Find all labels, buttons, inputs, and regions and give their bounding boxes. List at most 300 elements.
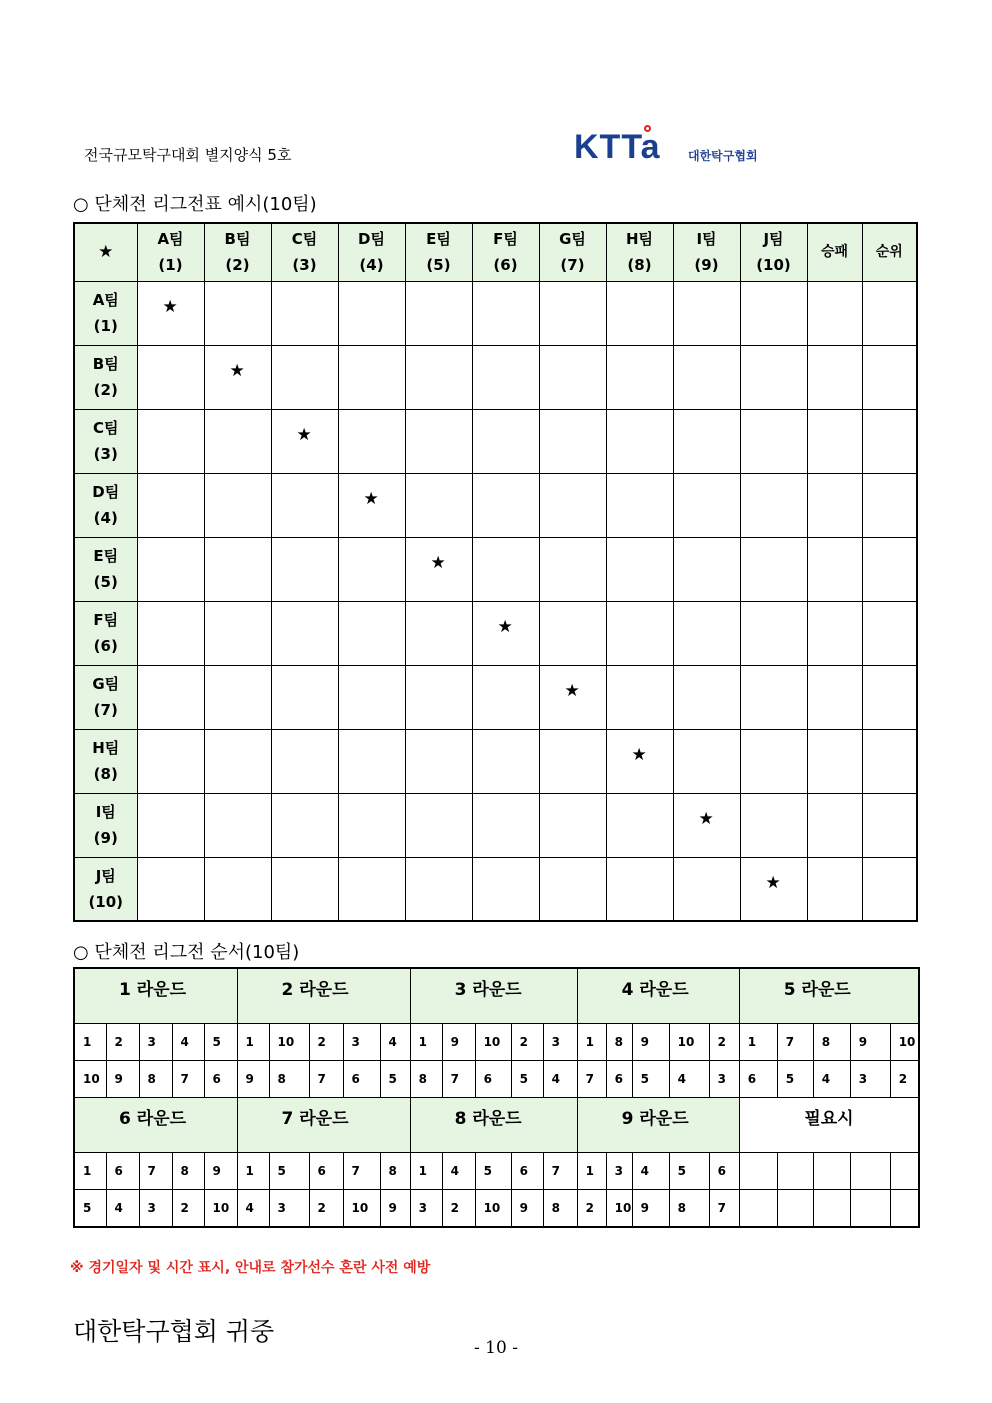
diagonal-star-icon: ★ (137, 281, 204, 345)
row-header-team (74, 793, 137, 857)
column-header-team (271, 223, 338, 281)
match-slot: 7 (309, 1061, 343, 1098)
match-slot: 3 (343, 1024, 380, 1061)
match-slot: 3 (269, 1190, 309, 1228)
result-cell (271, 345, 338, 409)
result-cell (606, 857, 673, 921)
diagonal-star-icon: ★ (606, 729, 673, 793)
winloss-cell (807, 409, 862, 473)
match-slot: 1 (237, 1024, 269, 1061)
result-cell (271, 665, 338, 729)
row-header-team (74, 537, 137, 601)
match-slot: 9 (632, 1024, 669, 1061)
section1-title: ○ 단체전 리그전표 예시(10팀) (73, 194, 317, 215)
result-cell (673, 601, 740, 665)
result-cell (606, 537, 673, 601)
winloss-cell (807, 281, 862, 345)
diagonal-star-icon: ★ (338, 473, 405, 537)
result-cell (405, 601, 472, 665)
result-cell (271, 793, 338, 857)
column-team-name: E팀 (426, 230, 451, 249)
corner-star-icon: ★ (74, 223, 137, 281)
column-header-team (606, 223, 673, 281)
result-cell (338, 345, 405, 409)
rank-cell (862, 537, 917, 601)
diagonal-star-icon: ★ (539, 665, 606, 729)
result-cell (204, 281, 271, 345)
match-slot: 10 (475, 1190, 511, 1228)
match-slot: 2 (309, 1190, 343, 1228)
row-header-team (74, 857, 137, 921)
column-team-name: F팀 (493, 230, 518, 249)
match-slot: 8 (139, 1061, 172, 1098)
result-cell (740, 537, 807, 601)
match-slot (890, 1190, 919, 1228)
result-cell (204, 665, 271, 729)
result-cell (204, 857, 271, 921)
match-slot: 1 (74, 1024, 106, 1061)
result-cell (472, 345, 539, 409)
match-slot: 4 (543, 1061, 577, 1098)
match-slot: 6 (511, 1153, 543, 1190)
match-slot (813, 1190, 850, 1228)
match-slot: 5 (269, 1153, 309, 1190)
notice-text: ※ 경기일자 및 시간 표시, 안내로 참가선수 혼란 사전 예방 (70, 1260, 431, 1276)
winloss-cell (807, 665, 862, 729)
row-team-number: (6) (93, 637, 118, 655)
match-slot: 9 (380, 1190, 410, 1228)
result-cell (606, 281, 673, 345)
rank-cell (862, 857, 917, 921)
column-header-team (405, 223, 472, 281)
result-cell (137, 729, 204, 793)
result-cell (539, 729, 606, 793)
result-cell (405, 793, 472, 857)
match-slot (777, 1153, 813, 1190)
rank-cell (862, 409, 917, 473)
match-slot: 3 (709, 1061, 739, 1098)
row-team-number: (10) (88, 892, 124, 911)
column-header-winloss: 승패 (807, 223, 862, 281)
column-team-name: A팀 (157, 230, 184, 249)
match-slot: 2 (577, 1190, 606, 1228)
result-cell (539, 409, 606, 473)
rank-cell (862, 793, 917, 857)
match-slot: 8 (269, 1061, 309, 1098)
result-cell (740, 473, 807, 537)
match-slot: 7 (343, 1153, 380, 1190)
match-slot: 10 (669, 1024, 709, 1061)
result-cell (539, 473, 606, 537)
row-team-name: G팀 (92, 675, 120, 693)
match-slot: 9 (442, 1024, 475, 1061)
result-cell (740, 409, 807, 473)
column-team-number: (6) (493, 256, 518, 275)
match-slot: 8 (543, 1190, 577, 1228)
match-slot: 5 (380, 1061, 410, 1098)
column-team-name: D팀 (358, 230, 385, 249)
match-slot: 1 (577, 1153, 606, 1190)
match-slot: 4 (669, 1061, 709, 1098)
round-header: 5 라운드 (739, 968, 919, 1024)
round-header: 7 라운드 (237, 1098, 410, 1153)
result-cell (472, 537, 539, 601)
result-cell (539, 601, 606, 665)
match-slot: 2 (106, 1024, 139, 1061)
result-cell (137, 793, 204, 857)
match-slot: 6 (709, 1153, 739, 1190)
result-cell (338, 793, 405, 857)
column-team-number: (8) (627, 256, 652, 275)
match-slot: 4 (442, 1153, 475, 1190)
column-header-team (740, 223, 807, 281)
column-team-number: (4) (359, 256, 384, 275)
match-slot: 8 (669, 1190, 709, 1228)
column-header-team (338, 223, 405, 281)
result-cell (204, 409, 271, 473)
as-needed-header: 필요시 (739, 1098, 919, 1153)
result-cell (472, 857, 539, 921)
result-cell (673, 729, 740, 793)
match-slot: 6 (739, 1061, 777, 1098)
result-cell (271, 601, 338, 665)
page-number: - 10 - (474, 1338, 518, 1358)
match-slot: 6 (475, 1061, 511, 1098)
match-slot: 6 (309, 1153, 343, 1190)
match-slot: 3 (139, 1024, 172, 1061)
result-cell (606, 665, 673, 729)
diagonal-star-icon: ★ (405, 537, 472, 601)
match-slot: 7 (442, 1061, 475, 1098)
match-slot: 1 (74, 1153, 106, 1190)
result-cell (204, 537, 271, 601)
result-cell (740, 601, 807, 665)
match-slot: 9 (511, 1190, 543, 1228)
column-header-team (539, 223, 606, 281)
match-slot (813, 1153, 850, 1190)
match-slot: 9 (237, 1061, 269, 1098)
match-slot (850, 1153, 890, 1190)
row-header-team (74, 409, 137, 473)
match-slot: 8 (410, 1061, 442, 1098)
column-team-name: C팀 (291, 230, 318, 249)
result-cell (137, 857, 204, 921)
rank-cell (862, 729, 917, 793)
match-slot: 8 (172, 1153, 204, 1190)
result-cell (472, 665, 539, 729)
match-slot: 7 (172, 1061, 204, 1098)
result-cell (673, 857, 740, 921)
match-slot: 3 (139, 1190, 172, 1228)
match-slot: 2 (511, 1024, 543, 1061)
result-cell (204, 601, 271, 665)
result-cell (740, 793, 807, 857)
match-slot: 8 (813, 1024, 850, 1061)
match-slot: 7 (709, 1190, 739, 1228)
logo-mark: KTTa (574, 128, 661, 166)
match-slot: 3 (410, 1190, 442, 1228)
winloss-cell (807, 793, 862, 857)
document-label: 전국규모탁구대회 별지양식 5호 (84, 146, 292, 164)
result-cell (405, 345, 472, 409)
match-slot: 1 (577, 1024, 606, 1061)
result-cell (673, 537, 740, 601)
result-cell (271, 281, 338, 345)
result-cell (137, 537, 204, 601)
winloss-cell (807, 729, 862, 793)
row-team-name: I팀 (95, 803, 116, 821)
result-cell (137, 345, 204, 409)
result-cell (405, 729, 472, 793)
signature: 대한탁구협회 귀중 (73, 1317, 275, 1346)
result-cell (137, 665, 204, 729)
result-cell (539, 281, 606, 345)
match-slot: 1 (410, 1024, 442, 1061)
match-slot: 1 (410, 1153, 442, 1190)
match-slot (890, 1153, 919, 1190)
row-header-team (74, 473, 137, 537)
match-slot: 2 (172, 1190, 204, 1228)
match-slot: 2 (890, 1061, 919, 1098)
match-slot: 7 (543, 1153, 577, 1190)
match-slot: 1 (237, 1153, 269, 1190)
ktta-logo (574, 128, 774, 168)
match-slot: 4 (380, 1024, 410, 1061)
result-cell (338, 281, 405, 345)
match-slot: 5 (777, 1061, 813, 1098)
result-cell (405, 409, 472, 473)
result-cell (405, 665, 472, 729)
result-cell (271, 537, 338, 601)
column-team-name: J팀 (763, 230, 784, 249)
rank-cell (862, 601, 917, 665)
round-header: 1 라운드 (74, 968, 237, 1024)
match-slot: 7 (777, 1024, 813, 1061)
match-slot: 4 (172, 1024, 204, 1061)
result-cell (271, 857, 338, 921)
match-slot: 3 (850, 1061, 890, 1098)
match-slot: 10 (890, 1024, 919, 1061)
round-header: 6 라운드 (74, 1098, 237, 1153)
match-slot: 6 (106, 1153, 139, 1190)
row-header-team (74, 601, 137, 665)
match-slot: 10 (269, 1024, 309, 1061)
winloss-cell (807, 537, 862, 601)
column-team-number: (10) (756, 256, 791, 275)
row-team-name: F팀 (93, 611, 119, 629)
match-slot: 9 (850, 1024, 890, 1061)
match-slot: 6 (204, 1061, 237, 1098)
column-header-team (137, 223, 204, 281)
result-cell (539, 537, 606, 601)
result-cell (204, 473, 271, 537)
match-slot: 9 (106, 1061, 139, 1098)
column-team-number: (5) (426, 256, 451, 275)
match-slot: 3 (543, 1024, 577, 1061)
row-team-name: C팀 (93, 419, 119, 437)
column-header-team (673, 223, 740, 281)
row-team-name: A팀 (92, 291, 119, 309)
logo-dot-icon (644, 125, 651, 132)
order-table (73, 967, 920, 1228)
rank-cell (862, 665, 917, 729)
result-cell (472, 409, 539, 473)
result-cell (740, 665, 807, 729)
diagonal-star-icon: ★ (673, 793, 740, 857)
match-slot: 5 (74, 1190, 106, 1228)
row-team-number: (7) (93, 701, 118, 719)
result-cell (673, 281, 740, 345)
winloss-cell (807, 857, 862, 921)
match-slot: 4 (813, 1061, 850, 1098)
match-slot: 2 (309, 1024, 343, 1061)
diagonal-star-icon: ★ (472, 601, 539, 665)
match-slot: 1 (739, 1024, 777, 1061)
result-cell (338, 729, 405, 793)
round-header: 2 라운드 (237, 968, 410, 1024)
round-header: 8 라운드 (410, 1098, 577, 1153)
match-slot: 5 (511, 1061, 543, 1098)
result-cell (606, 345, 673, 409)
match-slot: 7 (139, 1153, 172, 1190)
row-header-team (74, 345, 137, 409)
league-table (73, 222, 918, 922)
row-team-number: (8) (93, 765, 118, 783)
row-header-team (74, 665, 137, 729)
result-cell (338, 857, 405, 921)
result-cell (673, 409, 740, 473)
column-team-number: (2) (225, 256, 250, 275)
diagonal-star-icon: ★ (740, 857, 807, 921)
column-team-number: (3) (292, 256, 317, 275)
result-cell (204, 793, 271, 857)
column-team-name: H팀 (625, 230, 654, 249)
match-slot: 5 (669, 1153, 709, 1190)
row-team-name: E팀 (93, 547, 119, 565)
diagonal-star-icon: ★ (204, 345, 271, 409)
column-team-name: I팀 (696, 230, 717, 249)
match-slot: 9 (204, 1153, 237, 1190)
result-cell (673, 345, 740, 409)
result-cell (740, 729, 807, 793)
result-cell (405, 473, 472, 537)
row-team-name: D팀 (92, 483, 120, 501)
winloss-cell (807, 345, 862, 409)
logo-org-name: 대한탁구협회 (688, 149, 758, 163)
row-team-number: (2) (93, 381, 118, 399)
row-team-number: (3) (93, 445, 118, 463)
match-slot: 5 (632, 1061, 669, 1098)
match-slot: 10 (74, 1061, 106, 1098)
result-cell (271, 729, 338, 793)
match-slot: 10 (204, 1190, 237, 1228)
match-slot: 3 (606, 1153, 632, 1190)
result-cell (137, 601, 204, 665)
rank-cell (862, 345, 917, 409)
column-header-team (204, 223, 271, 281)
result-cell (137, 409, 204, 473)
match-slot (777, 1190, 813, 1228)
match-slot: 9 (632, 1190, 669, 1228)
round-header: 3 라운드 (410, 968, 577, 1024)
diagonal-star-icon: ★ (271, 409, 338, 473)
column-header-team (472, 223, 539, 281)
match-slot (739, 1153, 777, 1190)
match-slot: 5 (204, 1024, 237, 1061)
match-slot: 6 (343, 1061, 380, 1098)
result-cell (740, 345, 807, 409)
match-slot: 4 (106, 1190, 139, 1228)
result-cell (472, 473, 539, 537)
column-team-number: (7) (560, 256, 585, 275)
column-header-rank: 순위 (862, 223, 917, 281)
result-cell (338, 665, 405, 729)
section2-title: ○ 단체전 리그전 순서(10팀) (73, 942, 300, 963)
rank-cell (862, 473, 917, 537)
match-slot: 10 (606, 1190, 632, 1228)
result-cell (204, 729, 271, 793)
column-team-number: (9) (694, 256, 719, 275)
match-slot: 8 (380, 1153, 410, 1190)
match-slot: 6 (606, 1061, 632, 1098)
row-team-number: (1) (93, 317, 118, 335)
match-slot: 7 (577, 1061, 606, 1098)
result-cell (673, 665, 740, 729)
column-team-number: (1) (158, 256, 183, 275)
match-slot: 4 (632, 1153, 669, 1190)
result-cell (271, 473, 338, 537)
column-team-name: G팀 (559, 230, 586, 249)
result-cell (472, 281, 539, 345)
row-team-number: (9) (93, 829, 118, 847)
winloss-cell (807, 601, 862, 665)
winloss-cell (807, 473, 862, 537)
result-cell (606, 473, 673, 537)
match-slot: 2 (709, 1024, 739, 1061)
row-team-number: (5) (93, 573, 118, 591)
match-slot: 2 (442, 1190, 475, 1228)
match-slot: 10 (343, 1190, 380, 1228)
round-header: 9 라운드 (577, 1098, 739, 1153)
result-cell (472, 793, 539, 857)
match-slot: 8 (606, 1024, 632, 1061)
result-cell (606, 409, 673, 473)
match-slot: 10 (475, 1024, 511, 1061)
row-team-name: B팀 (92, 355, 119, 373)
row-header-team (74, 281, 137, 345)
match-slot (739, 1190, 777, 1228)
result-cell (606, 601, 673, 665)
result-cell (606, 793, 673, 857)
result-cell (137, 473, 204, 537)
result-cell (673, 473, 740, 537)
result-cell (740, 281, 807, 345)
rank-cell (862, 281, 917, 345)
result-cell (539, 793, 606, 857)
result-cell (405, 281, 472, 345)
result-cell (338, 537, 405, 601)
result-cell (338, 601, 405, 665)
column-team-name: B팀 (224, 230, 251, 249)
result-cell (539, 857, 606, 921)
match-slot: 5 (475, 1153, 511, 1190)
result-cell (405, 857, 472, 921)
round-header: 4 라운드 (577, 968, 739, 1024)
result-cell (338, 409, 405, 473)
row-header-team (74, 729, 137, 793)
row-team-name: J팀 (95, 866, 116, 885)
row-team-number: (4) (93, 509, 118, 527)
